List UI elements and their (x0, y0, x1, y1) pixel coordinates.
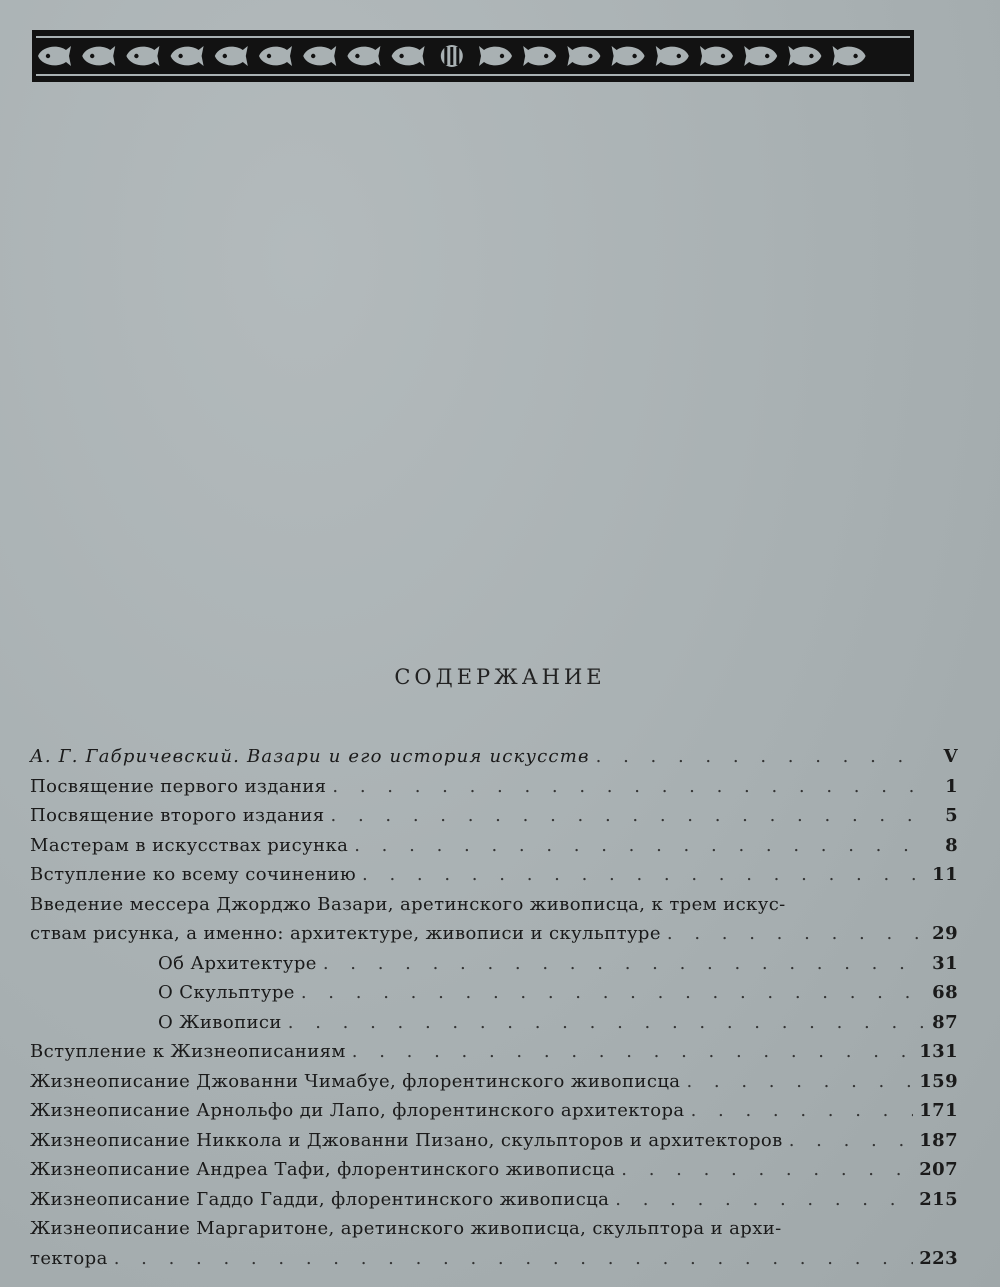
medallion-stripe-ornament (450, 47, 453, 65)
toc-entry-title: Жизнеописание Маргаритоне, аретинского живописца, скульптора и архи- (30, 1218, 782, 1239)
toc-page-number: 31 (932, 952, 958, 974)
dot-leader (686, 1067, 913, 1097)
toc-entry-title: О Скульптуре (158, 982, 295, 1003)
dot-leader (301, 978, 924, 1008)
toc-page-number: 5 (945, 805, 958, 826)
toc-page-number: 187 (919, 1129, 958, 1151)
toc-entry-title: Вступление ко всему сочинению (30, 864, 357, 885)
toc-page-number: 87 (932, 1011, 958, 1033)
toc-entry-title: Об Архитектуре (158, 952, 317, 974)
toc-entry (30, 949, 958, 979)
toc-page-number: 131 (919, 1041, 958, 1062)
toc-entry (30, 919, 958, 949)
motif-dot-ornament (809, 54, 813, 58)
toc-entry-title: Жизнеописание Андреа Тафи, флорентинского живописца (30, 1159, 616, 1180)
page-title: СОДЕРЖАНИЕ (394, 665, 606, 689)
toc-entry-title: ствам рисунка, а именно: архитектуре, живописи и скульптуре (30, 923, 661, 944)
toc-page-number: 215 (919, 1188, 958, 1210)
toc-page-number: 171 (919, 1100, 958, 1121)
toc-entry (30, 1244, 958, 1274)
dot-leader (332, 772, 924, 802)
dot-leader (789, 1126, 914, 1156)
dot-leader (114, 1244, 914, 1274)
medallion-stripe-ornament (456, 47, 459, 65)
toc-entry (30, 860, 958, 890)
dot-leader (352, 1037, 913, 1067)
motif-dot-ornament (178, 54, 182, 58)
toc-entry-title: Введение мессера Джорджо Вазари, аретинского живописца, к трем искус- (30, 893, 786, 915)
motif-dot-ornament (90, 54, 94, 58)
toc-entry-title: тектора (30, 1247, 108, 1269)
toc-entry-title: Посвящение первого издания (30, 775, 327, 797)
toc-page-number: 29 (932, 923, 958, 944)
toc-entry-title: А. Г. Габричевский. Вазари и его история искусств (30, 746, 590, 767)
motif-dot-ornament (355, 54, 359, 58)
motif-dot-ornament (223, 54, 227, 58)
motif-dot-ornament (721, 54, 725, 58)
toc-entry (30, 978, 958, 1008)
decorative-border-ornament (32, 30, 914, 82)
toc-entry (30, 1008, 958, 1038)
dot-leader (323, 949, 924, 979)
toc-entry-title: Мастерам в искусствах рисунка (30, 834, 349, 856)
toc-entry (30, 1096, 958, 1126)
toc-entry-title: Жизнеописание Джованни Чимабуе, флорентинского живописца (30, 1070, 681, 1092)
toc-entry (30, 742, 958, 772)
toc-page-number: 159 (919, 1070, 958, 1092)
medallion-stripe-ornament (444, 47, 447, 65)
motif-dot-ornament (677, 54, 681, 58)
toc-entry (30, 1185, 958, 1215)
motif-dot-ornament (134, 54, 138, 58)
motif-dot-ornament (399, 54, 403, 58)
motif-dot-ornament (46, 54, 50, 58)
toc-page-number: 207 (919, 1159, 958, 1180)
dot-leader (596, 742, 924, 772)
toc-page-number: 68 (932, 982, 958, 1003)
motif-dot-ornament (544, 54, 548, 58)
dot-leader (331, 801, 924, 831)
dot-leader (615, 1185, 913, 1215)
dot-leader (621, 1155, 913, 1185)
toc-entry (30, 1067, 958, 1097)
toc-entry (30, 890, 958, 920)
toc-entry (30, 1155, 958, 1185)
toc-page-number: 8 (945, 834, 958, 856)
toc-entry (30, 1126, 958, 1156)
motif-dot-ornament (588, 54, 592, 58)
dot-leader (362, 860, 924, 890)
table-of-contents (30, 742, 958, 1273)
toc-page-number: V (943, 746, 958, 767)
motif-dot-ornament (267, 54, 271, 58)
motif-dot-ornament (765, 54, 769, 58)
toc-entry-title: Посвящение второго издания (30, 805, 325, 826)
dot-leader (288, 1008, 924, 1038)
toc-page-number: 11 (932, 864, 958, 885)
toc-entry (30, 1214, 958, 1244)
toc-entry-title: О Живописи (158, 1011, 282, 1033)
motif-dot-ornament (500, 54, 504, 58)
toc-page-number: 223 (919, 1247, 958, 1269)
toc-entry-title: Жизнеописание Никкола и Джованни Пизано, скульпторов и архитекторов (30, 1129, 783, 1151)
toc-entry-title: Жизнеописание Арнольфо ди Лапо, флорентинского архитектора (30, 1100, 685, 1121)
motif-dot-ornament (853, 54, 857, 58)
toc-page-number: 1 (945, 775, 958, 797)
motif-dot-ornament (311, 54, 315, 58)
dot-leader (354, 831, 924, 861)
toc-entry (30, 1037, 958, 1067)
dot-leader (691, 1096, 914, 1126)
toc-entry (30, 772, 958, 802)
motif-dot-ornament (632, 54, 636, 58)
dot-leader (667, 919, 924, 949)
toc-entry (30, 831, 958, 861)
toc-entry-title: Жизнеописание Гаддо Гадди, флорентинского живописца (30, 1188, 610, 1210)
toc-entry (30, 801, 958, 831)
toc-entry-title: Вступление к Жизнеописаниям (30, 1041, 346, 1062)
